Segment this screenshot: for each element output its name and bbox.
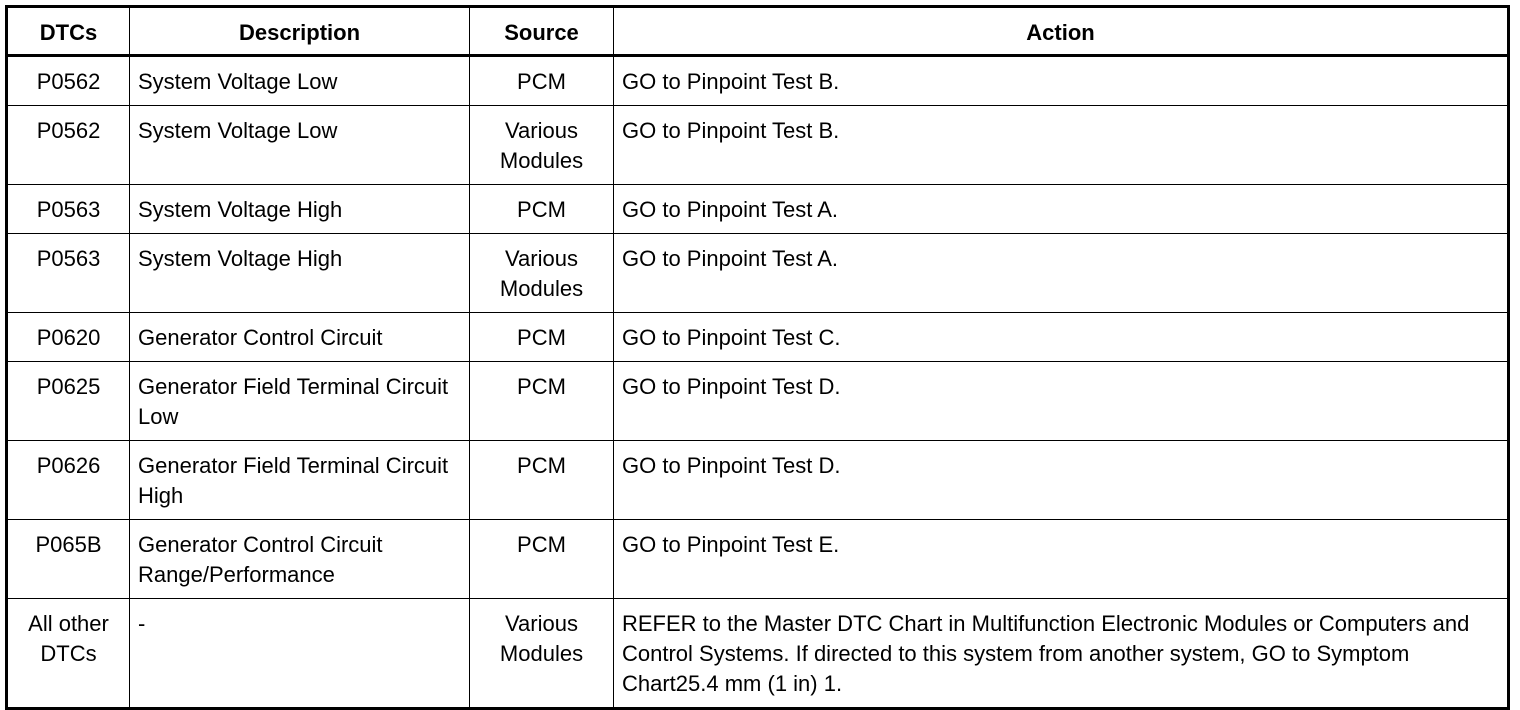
source-cell: Various Modules: [470, 106, 614, 185]
source-cell: PCM: [470, 362, 614, 441]
header-action: Action: [614, 7, 1509, 56]
description-cell: System Voltage Low: [130, 56, 470, 106]
dtc-cell: P0563: [7, 185, 130, 234]
action-cell: GO to Pinpoint Test A.: [614, 234, 1509, 313]
source-cell: PCM: [470, 56, 614, 106]
table-row: [7, 599, 1509, 709]
action-cell: GO to Pinpoint Test D.: [614, 362, 1509, 441]
description-cell: Generator Control Circuit: [130, 313, 470, 362]
source-cell: PCM: [470, 313, 614, 362]
table-row: [7, 185, 1509, 234]
action-cell: GO to Pinpoint Test E.: [614, 520, 1509, 599]
table-row: [7, 106, 1509, 185]
action-cell: GO to Pinpoint Test D.: [614, 441, 1509, 520]
table-row: [7, 441, 1509, 520]
header-description: Description: [130, 7, 470, 56]
description-cell: -: [130, 599, 470, 709]
dtc-cell: P0625: [7, 362, 130, 441]
description-cell: Generator Control Circuit Range/Performance: [130, 520, 470, 599]
dtc-table: [5, 5, 1510, 710]
action-cell: GO to Pinpoint Test B.: [614, 56, 1509, 106]
description-cell: System Voltage Low: [130, 106, 470, 185]
header-source: Source: [470, 7, 614, 56]
header-dtcs: DTCs: [7, 7, 130, 56]
dtc-cell: P0563: [7, 234, 130, 313]
description-cell: System Voltage High: [130, 234, 470, 313]
dtc-cell: P0620: [7, 313, 130, 362]
action-cell: GO to Pinpoint Test A.: [614, 185, 1509, 234]
source-cell: Various Modules: [470, 599, 614, 709]
description-cell: System Voltage High: [130, 185, 470, 234]
action-cell: GO to Pinpoint Test C.: [614, 313, 1509, 362]
table-header-row: [7, 7, 1509, 56]
dtc-cell: P0562: [7, 56, 130, 106]
description-cell: Generator Field Terminal Circuit Low: [130, 362, 470, 441]
source-cell: PCM: [470, 520, 614, 599]
source-cell: Various Modules: [470, 234, 614, 313]
source-cell: PCM: [470, 185, 614, 234]
table-row: [7, 362, 1509, 441]
dtc-cell: All other DTCs: [7, 599, 130, 709]
table-row: [7, 234, 1509, 313]
dtc-cell: P0626: [7, 441, 130, 520]
action-cell: GO to Pinpoint Test B.: [614, 106, 1509, 185]
action-cell: REFER to the Master DTC Chart in Multifunction Electronic Modules or Computers and Control Systems. If directed to this system from another system, GO to Symptom Chart25.4 mm (1 in) 1.: [614, 599, 1509, 709]
dtc-cell: P065B: [7, 520, 130, 599]
table-row: [7, 313, 1509, 362]
description-cell: Generator Field Terminal Circuit High: [130, 441, 470, 520]
source-cell: PCM: [470, 441, 614, 520]
table-row: [7, 520, 1509, 599]
dtc-cell: P0562: [7, 106, 130, 185]
table-row: [7, 56, 1509, 106]
